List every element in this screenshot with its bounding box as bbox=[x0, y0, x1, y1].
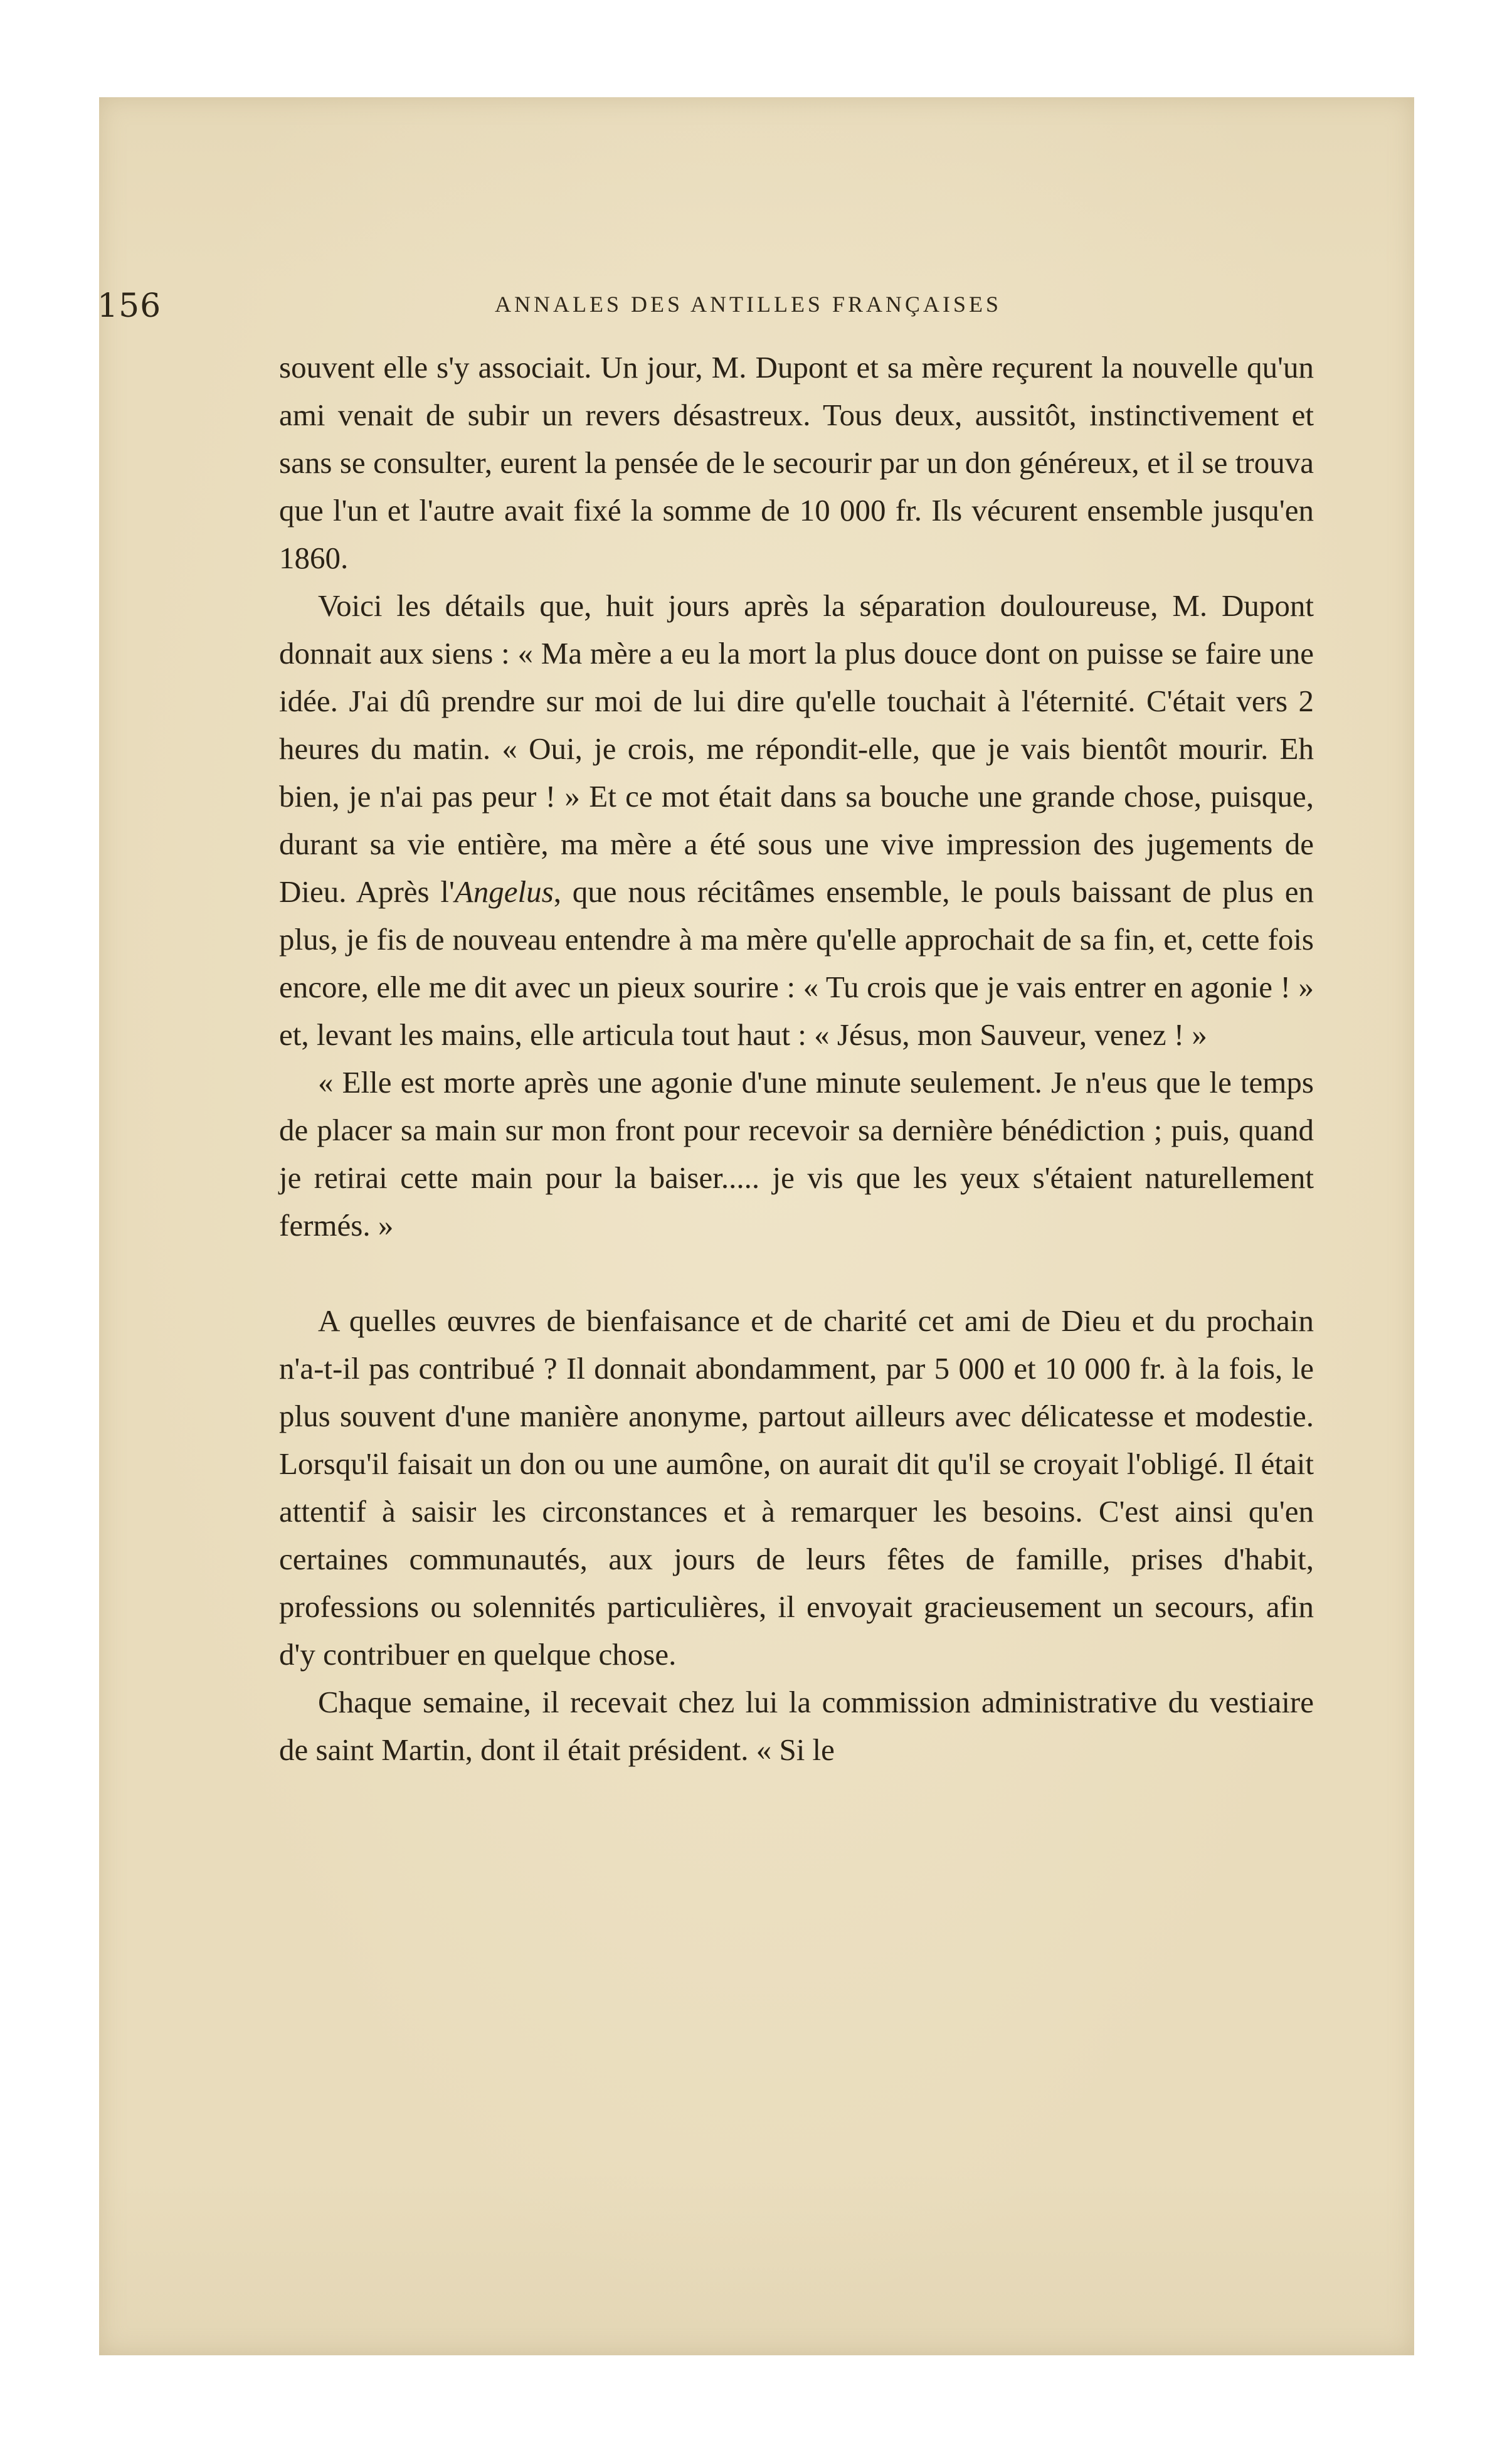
angelus-italic: Angelus bbox=[454, 874, 554, 909]
paragraph-2 bbox=[279, 582, 1314, 1059]
page-number: 156 bbox=[97, 287, 162, 325]
paragraph-4: A quelles œuvres de bienfaisance et de charité cet ami de Dieu et du prochain n'a-t-il pas contribué ? Il donnait abondamment, par 5 000 et 10 000 fr. à la fois, le plus souvent d'une manière anonyme, partout ailleurs avec délicatesse et modestie. Lorsqu'il faisait un don ou une aumône, on aurait dit qu'il se croyait l'obligé. Il était attentif à saisir les circonstances et à remarquer les besoins. C'est ainsi qu'en certaines communautés, aux jours de leurs fêtes de famille, prises d'habit, professions ou solennités particulières, il envoyait gracieusement un secours, afin d'y contribuer en quelque chose. bbox=[279, 1303, 1314, 1672]
paragraph-2-text-before: Voici les détails que, huit jours après la séparation douloureuse, M. Dupont donnait aux siens : « Ma mère a eu la mort la plus douce dont on puisse se faire une idée. J'ai dû prendre sur moi de lui dire qu'elle touchait à l'éternité. C'était vers 2 heures du matin. « Oui, je crois, me répondit-elle, que je vais bientôt mourir. Eh bien, je n'ai pas peur ! » Et ce mot était dans sa bouche une grande chose, puisque, durant sa vie entière, ma mère a été sous une vive impression des jugements de Dieu. Après l' bbox=[279, 588, 1314, 909]
paragraph-1: souvent elle s'y associait. Un jour, M. Dupont et sa mère reçurent la nouvelle qu'un ami venait de subir un revers désastreux. Tous deux, aussitôt, instinctivement et sans se consulter, eurent la pensée de le secourir par un don généreux, et il se trouva que l'un et l'autre avait fixé la somme de 10 000 fr. Ils vécurent ensemble jusqu'en 1860. bbox=[279, 350, 1314, 575]
page-header bbox=[174, 287, 1322, 331]
paragraph-2-text-after: , que nous récitâmes ensemble, le pouls baissant de plus en plus, je fis de nouveau entendre à ma mère qu'elle approchait de sa fin, et, cette fois encore, elle me dit avec un pieux sourire : « Tu crois que je vais entrer en agonie ! » et, levant les mains, elle articula tout haut : « Jésus, mon Sauveur, venez ! » bbox=[279, 874, 1314, 1052]
body-text bbox=[279, 344, 1314, 1774]
running-head: ANNALES DES ANTILLES FRANÇAISES bbox=[494, 292, 1002, 317]
paragraph-5: Chaque semaine, il recevait chez lui la commission administrative du vestiaire de saint Martin, dont il était président. « Si le bbox=[279, 1685, 1314, 1767]
paragraph-3: « Elle est morte après une agonie d'une minute seulement. Je n'eus que le temps de placer sa main sur mon front pour recevoir sa dernière bénédiction ; puis, quand je retirai cette main pour la baiser..... je vis que les yeux s'étaient naturellement fermés. » bbox=[279, 1065, 1314, 1243]
